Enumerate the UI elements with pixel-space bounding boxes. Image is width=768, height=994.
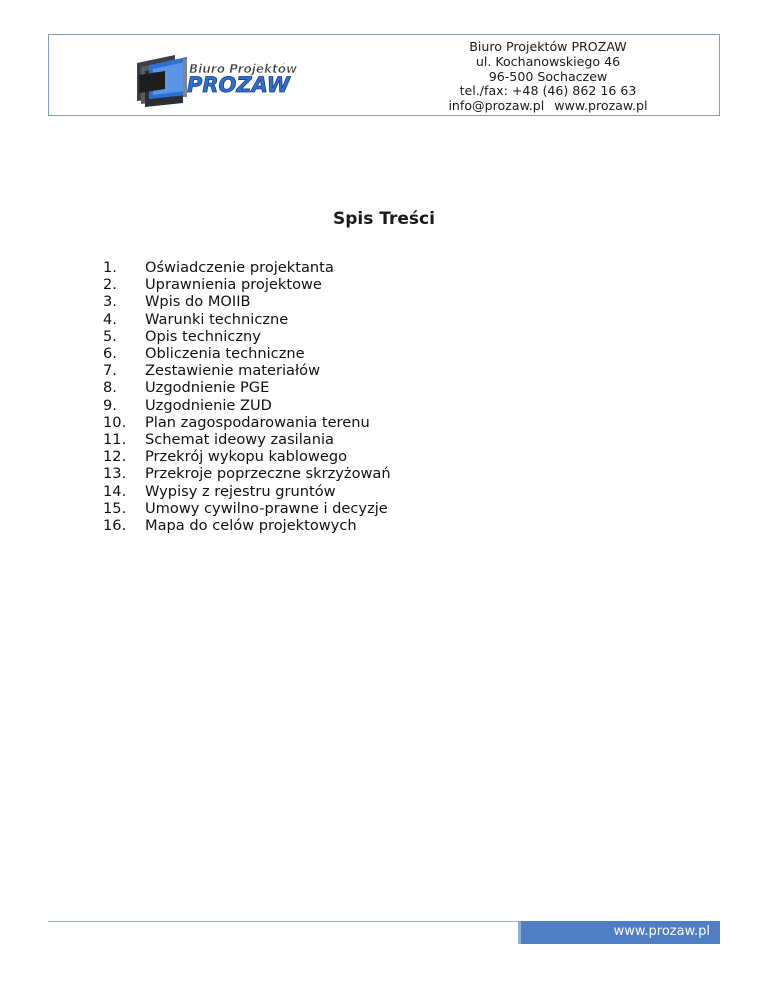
toc-item-label: Przekroje poprzeczne skrzyżowań bbox=[145, 465, 391, 483]
toc-item bbox=[103, 397, 391, 414]
toc-item bbox=[103, 517, 391, 534]
toc-item-number: 7. bbox=[103, 362, 117, 380]
toc-item-number: 12. bbox=[103, 448, 127, 466]
footer-website[interactable]: www.prozaw.pl bbox=[613, 924, 710, 939]
toc-item-number: 13. bbox=[103, 465, 127, 483]
toc-item-number: 4. bbox=[103, 310, 117, 328]
toc-item bbox=[103, 259, 391, 276]
toc-item bbox=[103, 328, 391, 345]
toc-item-label: Uzgodnienie PGE bbox=[145, 379, 270, 397]
toc-item bbox=[103, 276, 391, 293]
company-logo bbox=[129, 45, 309, 109]
toc-item-number: 1. bbox=[103, 259, 117, 276]
toc-item-number: 5. bbox=[103, 327, 117, 345]
toc-item bbox=[103, 379, 391, 396]
toc-item bbox=[103, 345, 391, 362]
toc-item-number: 2. bbox=[103, 276, 117, 294]
company-phone: tel./fax: +48 (46) 862 16 63 bbox=[459, 83, 637, 99]
toc-item bbox=[103, 448, 391, 465]
company-contact-info bbox=[423, 40, 673, 114]
toc-item-number: 16. bbox=[103, 517, 127, 535]
company-street: ul. Kochanowskiego 46 bbox=[475, 53, 621, 69]
toc-item bbox=[103, 362, 391, 379]
toc-item-number: 11. bbox=[103, 431, 127, 449]
page-title: Spis Treści bbox=[333, 209, 435, 229]
toc-item bbox=[103, 311, 391, 328]
toc-item-label: Opis techniczny bbox=[145, 327, 261, 345]
company-website[interactable]: www.prozaw.pl bbox=[554, 98, 648, 114]
toc-item-label: Schemat ideowy zasilania bbox=[145, 431, 334, 449]
toc-item-number: 9. bbox=[103, 396, 117, 414]
toc-item-label: Uzgodnienie ZUD bbox=[145, 396, 272, 414]
toc-item-label: Przekrój wykopu kablowego bbox=[145, 448, 348, 466]
toc-item-label: Plan zagospodarowania terenu bbox=[145, 413, 370, 431]
toc-item-number: 3. bbox=[103, 293, 117, 311]
toc-item-label: Umowy cywilno-prawne i decyzje bbox=[145, 499, 388, 517]
company-email[interactable]: info@prozaw.pl bbox=[448, 98, 545, 114]
company-name: Biuro Projektów PROZAW bbox=[469, 39, 627, 54]
company-city: 96-500 Sochaczew bbox=[488, 68, 608, 84]
toc-item bbox=[103, 500, 391, 517]
toc-item-label: Warunki techniczne bbox=[145, 310, 289, 328]
toc-item-number: 6. bbox=[103, 345, 117, 363]
logo-line1: Biuro Projektów bbox=[189, 62, 298, 76]
toc-item bbox=[103, 414, 391, 431]
page-footer bbox=[518, 921, 720, 944]
toc-item bbox=[103, 293, 391, 310]
toc-item-label: Oświadczenie projektanta bbox=[145, 259, 334, 276]
toc-item bbox=[103, 431, 391, 448]
logo-line2: PROZAW bbox=[187, 73, 290, 97]
toc-item-label: Mapa do celów projektowych bbox=[145, 517, 357, 535]
footer-divider bbox=[48, 921, 518, 922]
toc-item-label: Wpis do MOIIB bbox=[145, 293, 251, 311]
toc-item-label: Zestawienie materiałów bbox=[145, 362, 321, 380]
toc-item-label: Uprawnienia projektowe bbox=[145, 276, 322, 294]
toc-item bbox=[103, 465, 391, 482]
page-header bbox=[48, 34, 720, 116]
company-email-website-line bbox=[423, 99, 673, 114]
toc-item-number: 15. bbox=[103, 499, 127, 517]
toc-item-label: Wypisy z rejestru gruntów bbox=[145, 482, 336, 500]
toc-item-number: 10. bbox=[103, 413, 127, 431]
table-of-contents bbox=[103, 259, 391, 534]
toc-item-number: 8. bbox=[103, 379, 117, 397]
prozaw-logo-graphic bbox=[129, 45, 309, 109]
toc-item bbox=[103, 483, 391, 500]
toc-item-number: 14. bbox=[103, 482, 127, 500]
toc-item-label: Obliczenia techniczne bbox=[145, 345, 305, 363]
